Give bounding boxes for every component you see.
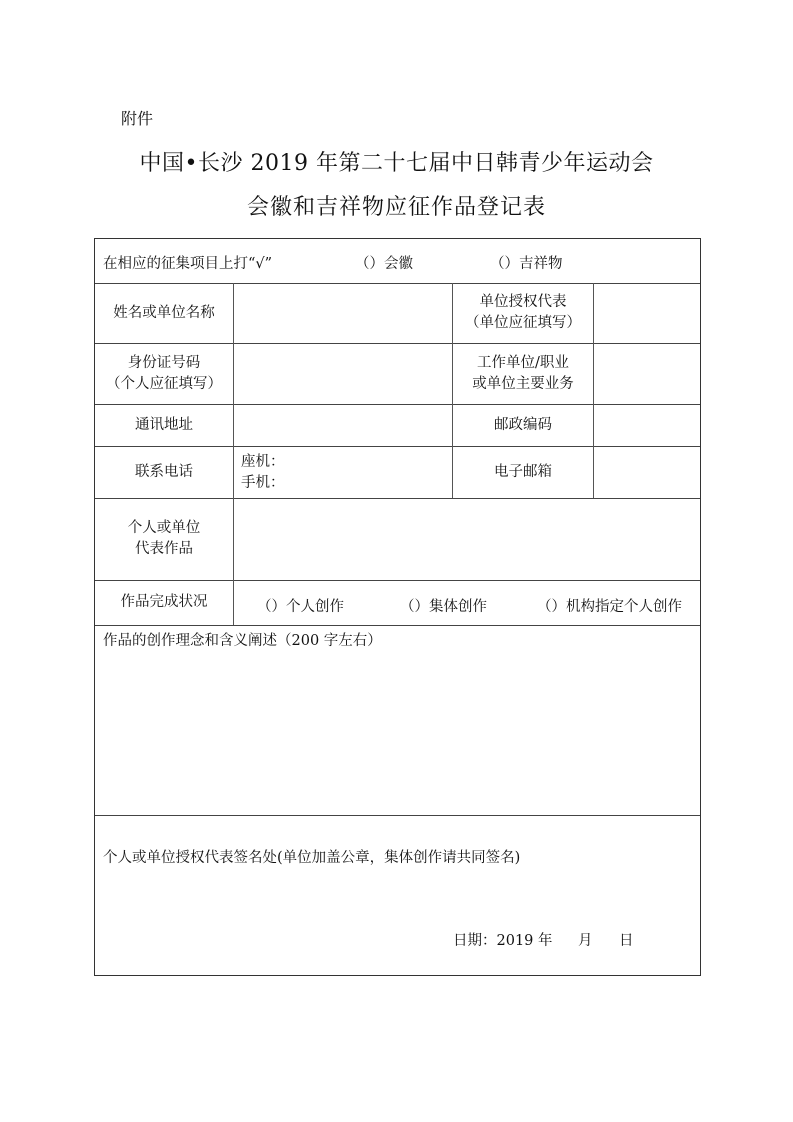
individual-creation-option[interactable]: （）个人创作: [257, 599, 344, 615]
phone-field[interactable]: [241, 447, 451, 498]
date-year-label: 日期：2019 年: [453, 933, 553, 949]
address-label: 通讯地址: [135, 416, 193, 433]
id-number-label-line1: 身份证号码: [127, 354, 201, 371]
phone-label: 联系电话: [135, 463, 193, 480]
authorized-rep-label-line2: （单位应征填写）: [465, 315, 581, 331]
id-number-field[interactable]: [234, 344, 452, 404]
row-divider: [95, 625, 700, 626]
selection-label: 在相应的征集项目上打“√”: [103, 256, 273, 272]
postal-code-field[interactable]: [594, 405, 700, 446]
collective-creation-option[interactable]: （）集体创作: [400, 599, 487, 615]
postal-code-label: 邮政编码: [494, 416, 552, 433]
name-label: 姓名或单位名称: [113, 304, 215, 321]
signature-field[interactable]: [95, 869, 700, 924]
id-number-label: [95, 343, 233, 404]
description-field[interactable]: [95, 651, 700, 815]
works-label-line2: 代表作品: [135, 541, 193, 557]
employer-label-line2: 或单位主要业务: [472, 375, 574, 392]
title-line-1: 中国•长沙 2019 年第二十七届中日韩青少年运动会: [139, 151, 654, 176]
address-field[interactable]: [234, 405, 452, 446]
title-line-2: 会徽和吉祥物应征作品登记表: [246, 195, 546, 220]
signature-label: 个人或单位授权代表签名处(单位加盖公章，集体创作请共同签名): [103, 850, 521, 866]
institution-designated-option[interactable]: （）机构指定个人创作: [537, 599, 682, 615]
authorized-rep-label: [453, 283, 593, 343]
id-number-label-line2: （个人应征填写）: [106, 375, 222, 392]
date-month-label: 月: [578, 933, 593, 949]
row-divider: [95, 815, 700, 816]
landline-label: 座机：: [241, 453, 285, 470]
works-field[interactable]: [234, 499, 700, 580]
employer-label: [453, 343, 593, 404]
works-label-line1: 个人或单位: [127, 520, 201, 536]
works-label: [95, 498, 233, 580]
description-label: 作品的创作理念和含义阐述（200 字左右）: [103, 633, 382, 649]
mascot-option[interactable]: （）吉祥物: [490, 256, 563, 272]
registration-form-table: [94, 238, 701, 976]
attachment-label: 附件: [121, 109, 154, 128]
emblem-option[interactable]: （）会徽: [355, 256, 413, 272]
date-day-label: 日: [619, 933, 634, 949]
authorized-rep-label-line1: 单位授权代表: [479, 294, 567, 310]
mobile-label: 手机：: [241, 474, 285, 491]
employer-field[interactable]: [594, 344, 700, 404]
employer-label-line1: 工作单位/职业: [477, 354, 569, 371]
email-label: 电子邮箱: [494, 463, 552, 480]
name-field[interactable]: [234, 284, 452, 343]
authorized-rep-field[interactable]: [594, 284, 700, 343]
email-field[interactable]: [594, 447, 700, 498]
completion-status-label: 作品完成状况: [120, 594, 208, 610]
